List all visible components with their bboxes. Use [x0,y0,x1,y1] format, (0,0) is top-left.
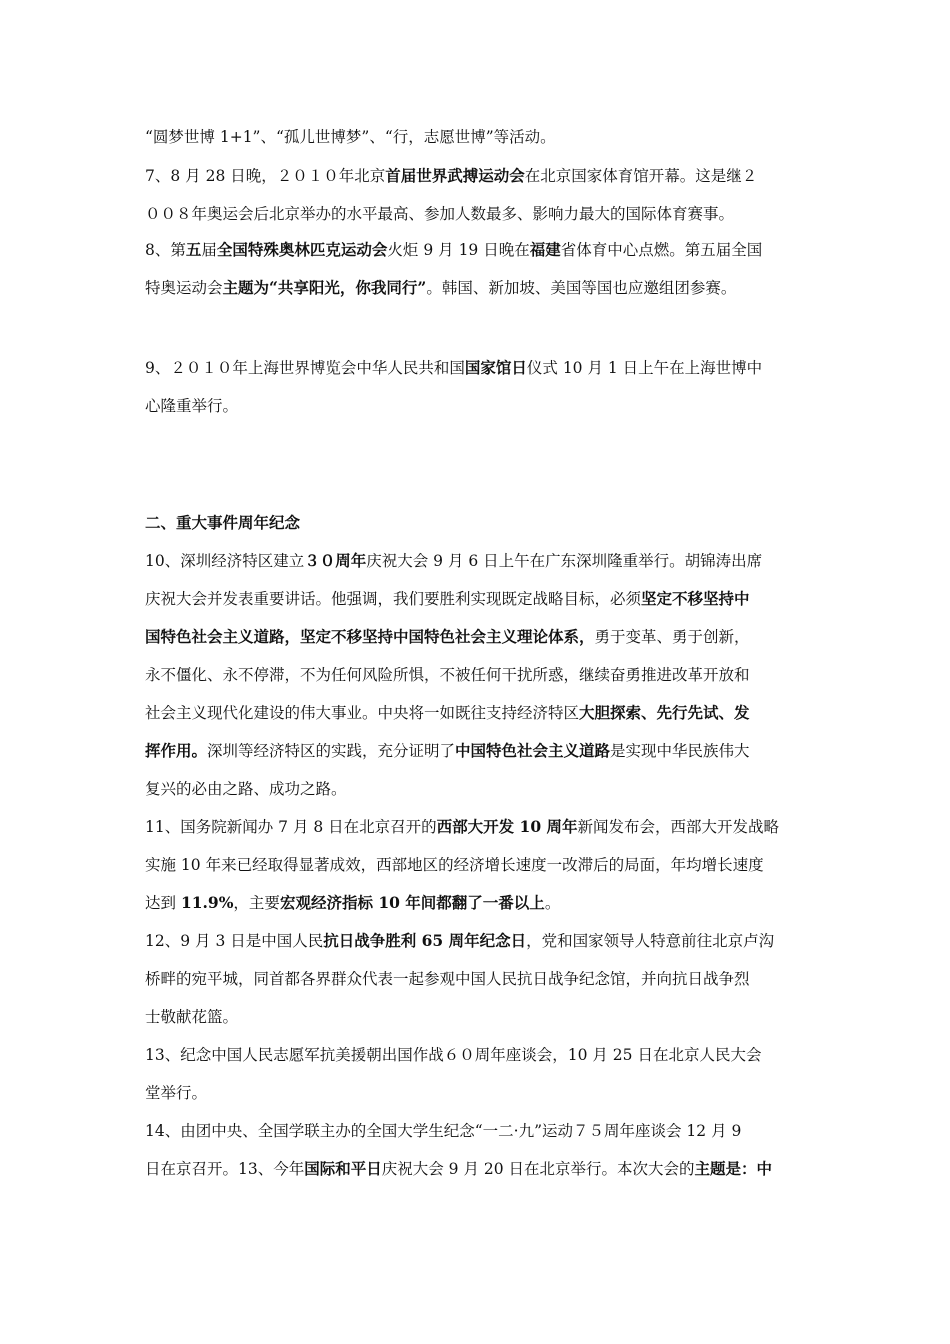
section-heading-anniversaries [145,504,815,542]
text-line [145,1150,815,1188]
text-line [145,732,815,770]
bold-text-run: 全国特殊奥林匹克运动会 [216,240,388,259]
text-line [145,504,815,542]
text-run: 实施 10 年来已经取得显著成效，西部地区的经济增长速度一改滞后的局面，年均增长速度 [145,856,764,874]
text-line [145,231,815,269]
bold-text-run: 首届世界武搏运动会 [385,166,525,185]
text-run: ００８年奥运会后北京举办的水平最高、参加人数最多、影响力最大的国际体育赛事。 [145,205,735,223]
text-run: 是实现中华民族伟大 [610,742,750,760]
bold-text-run: 主题是：中 [694,1159,773,1178]
text-run: 庆祝大会并发表重要讲话。他强调，我们要胜利实现既定战略目标，必须 [145,590,642,608]
text-run: 士敬献花篮。 [145,1008,239,1026]
paragraph-7-wushu-games [145,157,815,233]
text-line [145,770,815,808]
bold-text-run: 中国特色社会主义道路 [455,741,611,760]
bold-text-run: 二、重大事件周年纪念 [145,513,301,532]
text-line [145,694,815,732]
text-line [145,387,815,425]
paragraph-13-korean-war [145,1036,815,1112]
paragraph-continuation [145,118,815,156]
paragraph-12-anti-japanese-war [145,922,815,1036]
bold-text-run: 抗日战争胜利 65 周年纪念日 [323,931,527,950]
text-run: 勇于变革、勇于创新， [594,628,750,646]
text-run: 仪式 10 月 1 日上午在上海世博中 [526,359,763,377]
text-run: 12、9 月 3 日是中国人民 [145,932,324,950]
text-line [145,656,815,694]
text-run: 永不僵化、永不停滞，不为任何风险所惧，不被任何干扰所惑，继续奋勇推进改革开放和 [145,666,750,684]
bold-text-run: 国特色社会主义道路，坚定不移坚持中国特色社会主义理论体系， [145,627,595,646]
text-run: 在北京国家体育馆开幕。这是继２ [524,167,758,185]
paragraph-9-national-pavilion-day [145,349,815,425]
text-run: ，党和国家领导人特意前往北京卢沟 [526,932,775,950]
text-line [145,846,815,884]
bold-text-run: 大胆探索、先行先试、发 [579,703,750,722]
text-line [145,618,815,656]
text-run: 。 [544,894,561,912]
text-line [145,960,815,998]
text-run: 火炬 9 月 19 日晚在 [387,241,530,259]
text-run: ，主要 [233,894,280,912]
bold-text-run: 五 [185,240,202,259]
paragraph-8-special-olympics [145,231,815,307]
text-run: 庆祝大会 9 月 6 日上午在广东深圳隆重举行。胡锦涛出席 [366,552,763,570]
paragraph-10-shenzhen-sez [145,542,815,808]
text-run: 社会主义现代化建设的伟大事业。中央将一如既往支持经济特区 [145,704,580,722]
text-run: 11、国务院新闻办 7 月 8 日在北京召开的 [145,818,437,836]
text-line [145,580,815,618]
text-run: 7、8 月 28 日晚，２０１０年北京 [145,167,386,185]
bold-text-run: 主题为“共享阳光，你我同行” [222,278,427,297]
text-line [145,157,815,195]
text-run: 堂举行。 [145,1084,208,1102]
text-run: 达到 [145,894,181,912]
bold-text-run: 11.9% [180,893,234,912]
text-line [145,542,815,580]
text-line [145,808,815,846]
paragraph-11-western-development [145,808,815,922]
paragraph-14-december-9th-movement [145,1112,815,1188]
text-run: 8、第 [145,241,186,259]
text-line [145,884,815,922]
bold-text-run: 坚定不移坚持中 [641,589,750,608]
text-run: 心隆重举行。 [145,397,239,415]
bold-text-run: ３０周年 [304,551,367,570]
text-run: 新闻发布会，西部大开发战略 [577,818,780,836]
text-run: 庆祝大会 9 月 20 日在北京举行。本次大会的 [381,1160,695,1178]
text-run: 特奥运动会 [145,279,223,297]
bold-text-run: 挥作用。 [145,741,208,760]
text-run: 桥畔的宛平城，同首都各界群众代表一起参观中国人民抗日战争纪念馆，并向抗日战争烈 [145,970,750,988]
bold-text-run: 宏观经济指标 10 年间都翻了一番以上 [279,893,545,912]
text-line [145,998,815,1036]
bold-text-run: 国家馆日 [464,358,527,377]
text-run: “圆梦世博 1+1”、“孤儿世博梦”、“行，志愿世博”等活动。 [145,128,556,146]
text-run: 10、深圳经济特区建立 [145,552,305,570]
text-run: 届 [201,241,217,259]
text-line [145,1112,815,1150]
text-line [145,195,815,233]
text-run: 复兴的必由之路、成功之路。 [145,780,347,798]
text-run: 省体育中心点燃。第五届全国 [560,241,763,259]
text-line [145,1074,815,1112]
text-run: 14、由团中央、全国学联主办的全国大学生纪念“一二·九”运动７５周年座谈会 12 月 9 [145,1122,742,1140]
text-run: 日在京召开。13、今年 [145,1160,305,1178]
text-run: 13、纪念中国人民志愿军抗美援朝出国作战６０周年座谈会，10 月 25 日在北京人民大会 [145,1046,762,1064]
text-run: 。韩国、新加坡、美国等国也应邀组团参赛。 [426,279,737,297]
text-line [145,349,815,387]
bold-text-run: 西部大开发 10 周年 [436,817,578,836]
text-line [145,118,815,156]
text-run: 9、２０１０年上海世界博览会中华人民共和国 [145,359,465,377]
bold-text-run: 福建 [529,240,561,259]
text-line [145,922,815,960]
text-run: 深圳等经济特区的实践，充分证明了 [207,742,456,760]
text-line [145,269,815,307]
text-line [145,1036,815,1074]
bold-text-run: 国际和平日 [304,1159,382,1178]
